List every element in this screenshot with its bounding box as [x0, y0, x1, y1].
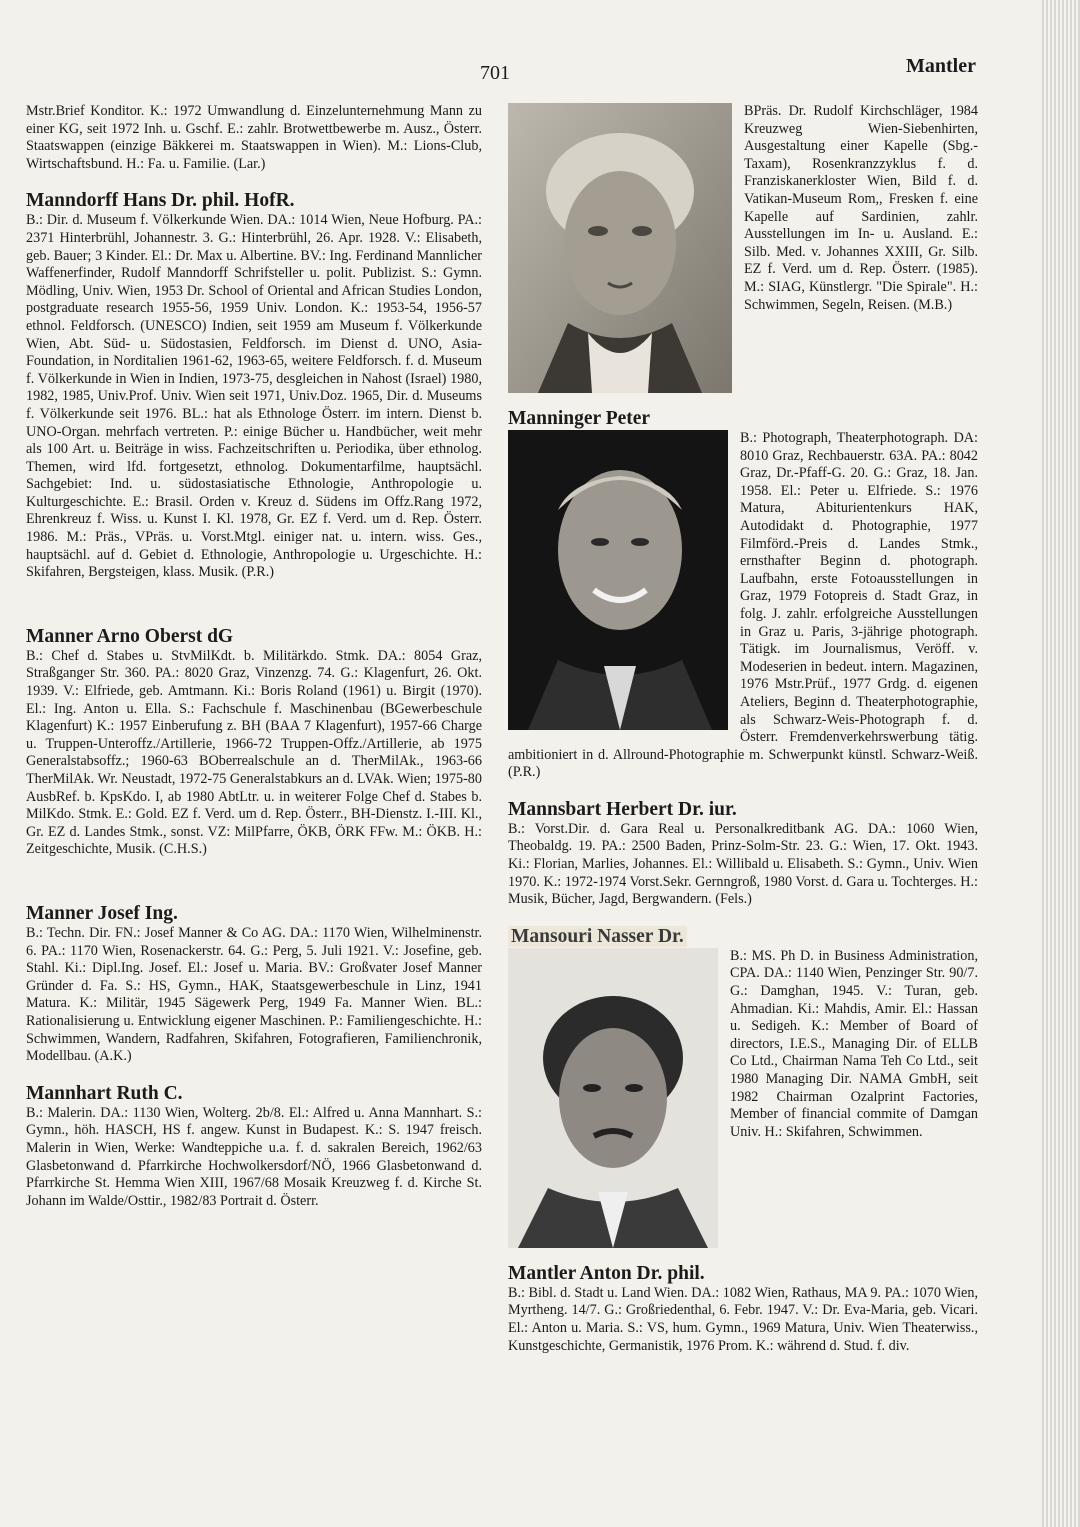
- entry-name: Mannhart Ruth C.: [26, 1082, 183, 1104]
- portrait-photo: [508, 948, 718, 1248]
- entry-manninger: [508, 408, 978, 782]
- portrait-photo: [508, 430, 728, 730]
- continued-entry-text: BPräs. Dr. Rudolf Kirchschläger, 1984 Kreuzweg Wien-Siebenhirten, Ausgestaltung einer Kapelle (Sbg.-Taxam), Rosenkranzzyklus f. d. Franziskanerkloster Wien, Bild f. d. Vatikan-Museum Rom,, Fresken f. eine Kapelle auf Sardinien, zahlr. Ausstellungen im In- u. Ausland. E.: Silb. Med. v. Johannes XXIII, Gr. Silb. EZ f. Verd. um d. Rep. Österr. (1985). M.: SIAG, Künstlergr. "Die Spirale". H.: Schwimmen, Segeln, Reisen. (M.B.): [744, 103, 978, 313]
- entry-name: Mannsbart Herbert Dr. iur.: [508, 798, 737, 820]
- running-head: Mantler: [906, 55, 976, 77]
- entry-text: B.: MS. Ph D. in Business Administration, CPA. DA.: 1140 Wien, Penzinger Str. 90/7. G.: Damghan, 1945. V.: Turan, geb. Ahmadian. Ki.: Mahdis, Amir. El.: Hassan u. Sedigeh. K.: Member of Board of directors, I.E.S., Managing Dir. of ELLB Co Ltd., Chairman Nama Teh Co Ltd., seit 1980 Managing Dir. NAMA GmbH, seit 1982 Chairman Ozalprint Factories, Member of financial commite of Damgan Univ. H.: Skifahren, Schwimmen.: [730, 947, 978, 1140]
- entry-name: Mantler Anton Dr. phil.: [508, 1262, 705, 1284]
- entry-manner-josef: [26, 903, 482, 1066]
- entry-text: B.: Chef d. Stabes u. StvMilKdt. b. Militärkdo. Stmk. DA.: 8054 Graz, Straßganger Str. 360. PA.: 8020 Graz, Vinzenzg. 74. G.: Klagenfurt, 26. Okt. 1939. V.: Elfriede, geb. Amtmann. Ki.: Boris Roland (1961) u. Birgit (1970). El.: Ing. Anton u. Ella. S.: Fachschule f. Maschinenbau (BGewerbeschule Klagenfurt) K.: 1957 Einberufung z. BH (BAA 7 Klagenfurt), 1957-66 Charge u. Truppen-Unteroffz./Artillerie, 1966-72 Truppen-Offz./Artillerie, ab 1975 Generalstabsoffz.; 1960-63 BOberrealschule an d. TherMilAk., 1963-66 TherMilAk. Wr. Neustadt, 1972-75 Generalstabkurs an d. LVAk. Wien; 1975-80 AusbRef. b. KpsKdo. I, ab 1980 AbtLtr. u. in weiterer Folge Chef d. Stabes b. MilKdo. Stmk. E.: Gold. EZ f. Verd. um d. Rep. Österr., BH-Dienstz. I.-III. Kl., Gr. EZ d. Landes Stmk., sonst. VZ: MilPfarre, ÖKB, ÖRK FFw. M.: ÖKB. H.: Zeitgeschichte, Musik. (C.H.S.): [26, 647, 482, 858]
- entry-name: Mansouri Nasser Dr.: [508, 926, 687, 947]
- entry-name: Manninger Peter: [508, 408, 651, 429]
- entry-name: Manner Arno Oberst dG: [26, 625, 234, 647]
- page-edge: [1042, 0, 1080, 1527]
- entry-text: B.: Photograph, Theaterphotograph. DA: 8010 Graz, Rechbauerstr. 63A. PA.: 8042 Graz, Dr.-Pfaff-G. 20. G.: Graz, 18. Jan. 1958. El.: Peter u. Elfriede. S.: 1976 Matura, Abiturientenkurs HAK, Autodidakt d. Photographie, 1977 Filmförd.-Preis d. Landes Stmk., ernsthafter Beginn d. photograph. Laufbahn, erste Fotoausstellungen in Graz, 1979 Fotopreis d. Stadt Graz, in folg. J. zahlr. erfolgreiche Ausstellungen in Graz u. Paris, 3-jährige photograph. Tätigk. im Journalismus, Veröff. v. Modeserien in bedeut. intern. Magazinen, 1976 Mstr.Prüf., 1977 Grdg. d. eigenen Ateliers, Beginn d. Theaterphotographie, als Schwarz-Weis-Photograph f. d. Österr. Fremdenverkehrswerbung tätig. ambitioniert in d. Allround-Photographie m. Schwerpunkt künstl. Schwarz-Weiß. (P.R.): [508, 430, 978, 781]
- entry-text: B.: Malerin. DA.: 1130 Wien, Wolterg. 2b/8. El.: Alfred u. Anna Mannhart. S.: Gymn., höh. HASCH, HS f. angew. Kunst in Budapest. K.: S. 1947 freisch. Malerin in Wien, Werke: Wandteppiche u.a. f. d. sakralen Bereich, 1962/63 Glasbetonwand d. Pfarrkirche Hochwolkersdorf/NÖ, 1966 Glasbetonwand d. Pfarrkirche St. Hemma Wien XIII, 1967/68 Mosaik Kreuzweg f. d. Kirche St. Johann im Walde/Osttir., 1982/83 Portrait d. Österr.: [26, 1104, 482, 1209]
- entry-manndorff: [26, 190, 482, 581]
- entry-text: B.: Bibl. d. Stadt u. Land Wien. DA.: 1082 Wien, Rathaus, MA 9. PA.: 1070 Wien, Myrtheng. 14/7. G.: Großriedenthal, 6. Febr. 1947. V.: Dr. Eva-Maria, geb. Vicari. El.: Anton u. Maria. S.: VS, hum. Gymn., 1969 Matura, Univ. Wien Theaterwiss., Kunstgeschichte, Germanistik, 1976 Prom. K.: während d. Stud. f. div.: [508, 1284, 978, 1354]
- entry-mansouri: [508, 926, 978, 1142]
- right-column: [508, 103, 978, 1355]
- entry-name: Manner Josef Ing.: [26, 902, 178, 924]
- entry-mannhart: [26, 1083, 482, 1211]
- entry-mannsbart: [508, 799, 978, 909]
- page-number: 701: [480, 62, 510, 84]
- entry-name: Manndorff Hans Dr. phil. HofR.: [26, 190, 295, 212]
- entry-text: B.: Dir. d. Museum f. Völkerkunde Wien. DA.: 1014 Wien, Neue Hofburg. PA.: 2371 Hinterbrühl, Johannestr. 3. G.: Hinterbrühl, 26. Apr. 1928. V.: Elisabeth, geb. Bauer; 3 Kinder. El.: Dr. Max u. Albertine. BV.: Ing. Ferdinand Mannlicher Waffenerfinder, Rudolf Manndorff Schrifsteller u. polit. Publizist. S.: Gymn. Mödling, Univ. Wien, 1953 Dr. School of Oriental and African Studies London, postgraduate research 1955-56, 1959 Univ. London. K.: 1953-54, 1956-57 ethnol. Feldforsch. (UNESCO) Indien, seit 1959 am Museum f. Völkerkunde Wien, Abt. Süd- u. Südostasien, Feldforsch. im Dienst d. UNO, Asia-Foundation, in Norditalien 1961-62, 1963-65, weitere Feldforsch. f. d. Museum f. Völkerkunde in Wien in Indien, 1973-75, desgleichen in Nahost (Israel) 1980, 1982, 1985, Univ.Prof. Univ. Wien seit 1971, Univ.Doz. 1965, Dir. d. Museums f. Völkerkunde seit 1976. BL.: hat als Ethnologe Österr. im intern. Dienst b. UNO-Organ. mehrfach vertreten. P.: einige Bücher u. Handbücher, weit mehr als 100 Art. u. Beiträge in wiss. Fachzeitschriften u. Periodika, über ethnolog. Themen, wird lfd. fortgesetzt, ethnolog. Dokumentarfilme, hauptsächl. Sachgebiet: Ind. u. südostasiatische Ethnologie, Anthropologie u. Kulturgeschichte. E.: Brasil. Orden v. Kreuz d. Südens im Offz.Rang 1972, Ehrenkreuz f. Wiss. u. Kunst I. Kl. 1978, Gr. EZ f. Verd. um d. Rep. Österr. 1986. M.: Präs., VPräs. u. Vorst.Mtgl. einiger nat. u. intern. wiss. Ges., hauptsächl. auf d. Gebiet d. Ethnologie, Anthropologie u. Urgeschichte. H.: Skifahren, Bergsteigen, klass. Musik. (P.R.): [26, 212, 482, 581]
- entry-text: B.: Techn. Dir. FN.: Josef Manner & Co AG. DA.: 1170 Wien, Wilhelminenstr. 6. PA.: 1170 Wien, Rosenackerstr. 64. G.: Perg, 5. Juli 1921. V.: Josefine, geb. Stahl. Ki.: Dipl.Ing. Josef. El.: Josef u. Maria. BV.: Großvater Josef Manner Gründer d. Fa. S.: HS, Gymn., HAK, Staatsgewerbeschule in Linz, 1941 Matura. K.: Militär, 1945 Sägewerk Perg, 1949 Fa. Manner Wien. BL.: Rationalisierung u. Entwicklung eigener Maschinen. P.: Familiengeschichte. H.: Schwimmen, Wandern, Radfahren, Skifahren, Fotografieren, Familienchronik, Modellbau. (A.K.): [26, 924, 482, 1065]
- mannhart-continuation: [508, 103, 978, 397]
- entry-manner-arno: [26, 626, 482, 859]
- entry-mantler: [508, 1263, 978, 1355]
- continued-entry-text: Mstr.Brief Konditor. K.: 1972 Umwandlung d. Einzelunternehmung Mann zu einer KG, seit 1972 Inh. u. Gschf. E.: zahlr. Brotwettbewerbe m. Ausz., Österr. Staatswappen (einzige Bäkkerei m. Staatswappen in Wien). M.: Lions-Club, Wirtschaftsbund. H.: Fa. u. Familie. (Lar.): [26, 103, 482, 172]
- left-column: [26, 103, 482, 1210]
- entry-text: B.: Vorst.Dir. d. Gara Real u. Personalkreditbank AG. DA.: 1060 Wien, Theobaldg. 19. PA.: 2500 Baden, Prinz-Solm-Str. 23. G.: Wien, 17. Okt. 1943. Ki.: Florian, Marlies, Johannes. El.: Willibald u. Elisabeth. S.: Gymn., Univ. Wien 1970. K.: 1972-1974 Vorst.Sekr. Gernngroß, 1980 Vorst. d. Gara u. Tochterges. H.: Musik, Bücher, Jagd, Bergwandern. (Fels.): [508, 820, 978, 908]
- portrait-photo: [508, 103, 732, 393]
